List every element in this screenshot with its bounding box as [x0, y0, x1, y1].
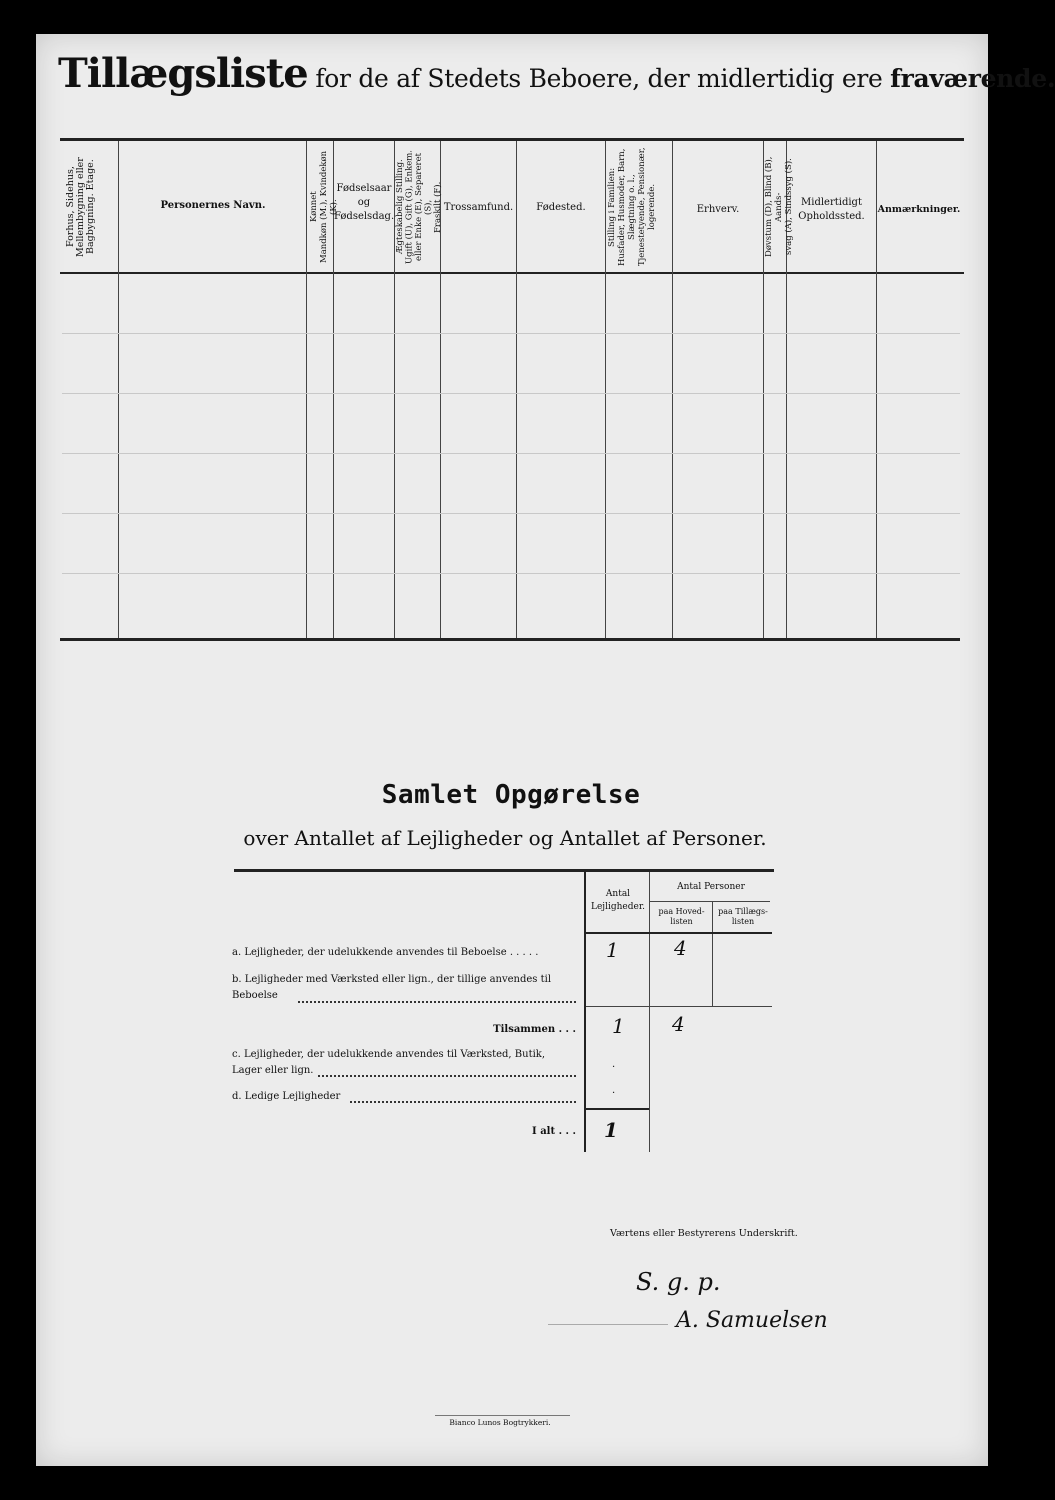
col-header-remarks: Anmærkninger.: [877, 204, 961, 215]
col-header-disability: Døvstum (D), Blind (B), Aands- svag (A), Sindssyg (S).: [764, 156, 794, 258]
col-header-birthplace: Fødested.: [536, 202, 586, 213]
form-paper: [36, 34, 988, 1466]
table-top-rule: [60, 138, 964, 141]
col-header-sex: Kønnet Mandkøn (M.), Kvindekøn (K).: [309, 150, 339, 264]
dot-leader: [350, 1101, 576, 1103]
summary-col-hoved: paa Hoved- listen: [658, 907, 705, 926]
summary-subheader-rule: [650, 901, 770, 902]
table-header-rule: [60, 272, 964, 274]
hw-c-mark: ·: [612, 1062, 616, 1073]
col-header-marital: Ægteskabelig Stilling. Ugift (U), Gift (G), Enkem. eller Enke (E), Separeret (S), Fraskilt (F).: [395, 150, 443, 265]
col-header-family-position: Stilling i Familien: Husfader, Husmoder, Barn, Slægtning o. l., Tjenestetyende, Pensionær, logerende.: [607, 147, 657, 267]
title-main: Tillægsliste: [58, 50, 308, 97]
signature-line2: A. Samuelsen: [676, 1308, 828, 1333]
summary-rule: [586, 1006, 772, 1007]
summary-top-rule: [234, 869, 774, 872]
col-header-name: Personernes Navn.: [160, 200, 266, 211]
summary-col-tillaeg: paa Tillægs- listen: [718, 907, 768, 926]
col-divider: [516, 141, 517, 638]
col-divider: [118, 141, 119, 638]
dot-leader: [298, 1001, 576, 1003]
summary-col-divider: [649, 872, 650, 1152]
hw-ialt-antal: 1: [604, 1118, 618, 1142]
summary-row-tilsammen: Tilsammen . . .: [493, 1024, 576, 1035]
title-bold: fraværende.: [890, 64, 1055, 93]
summary-row-c: c. Lejligheder, der udelukkende anvendes til Værksted, Butik, Lager eller lign.: [232, 1049, 546, 1076]
hw-a-antal: 1: [606, 938, 619, 962]
hw-tilsammen-antal: 1: [612, 1014, 625, 1038]
col-header-birth: Fødselsaar og Fødselsdag.: [334, 183, 395, 222]
row-divider: [62, 393, 960, 394]
row-divider: [62, 513, 960, 514]
hw-d-mark: ·: [612, 1088, 616, 1099]
col-header-occupation: Erhverv.: [696, 204, 740, 215]
summary-row-b: b. Lejligheder med Værksted eller lign., der tillige anvendes til Beboelse: [232, 974, 552, 1001]
signature-line: [548, 1324, 668, 1325]
summary-subtitle: over Antallet af Lejligheder og Antallet af Personer.: [243, 826, 767, 850]
row-divider: [62, 573, 960, 574]
summary-col-personer: Antal Personer: [677, 882, 745, 892]
imprint-rule: [435, 1415, 570, 1416]
col-header-temp-residence: Midlertidigt Opholdssted.: [798, 197, 865, 222]
col-header-building: Forhus, Sidehus, Mellembygning eller Bagbygning. Etage.: [65, 157, 96, 257]
signature-label: Værtens eller Bestyrerens Underskrift.: [610, 1228, 798, 1239]
summary-title: Samlet Opgørelse: [381, 780, 641, 810]
summary-header-rule: [586, 932, 772, 934]
page-title: [58, 50, 1055, 97]
printer-imprint: Bianco Lunos Bogtrykkeri.: [449, 1418, 551, 1427]
hw-tilsammen-hoved: 4: [672, 1012, 685, 1036]
col-header-religion: Trossamfund.: [443, 202, 514, 213]
col-divider: [306, 141, 307, 638]
table-bottom-rule: [60, 638, 960, 641]
summary-row-a: a. Lejligheder, der udelukkende anvendes til Beboelse . . . . .: [232, 947, 539, 958]
summary-row-d: d. Ledige Lejligheder: [232, 1091, 341, 1102]
row-divider: [62, 333, 960, 334]
summary-col-antal: Antal Lejligheder.: [591, 889, 645, 912]
summary-row-ialt: I alt . . .: [532, 1126, 576, 1137]
title-rest: for de af Stedets Beboere, der midlertidig ere: [315, 64, 883, 93]
summary-col-divider: [584, 872, 586, 1152]
dot-leader: [318, 1075, 576, 1077]
summary-rule: [586, 1108, 649, 1110]
col-divider: [605, 141, 606, 638]
signature-line1: S. g. p.: [636, 1268, 721, 1296]
hw-a-hoved: 4: [674, 936, 687, 960]
row-divider: [62, 453, 960, 454]
